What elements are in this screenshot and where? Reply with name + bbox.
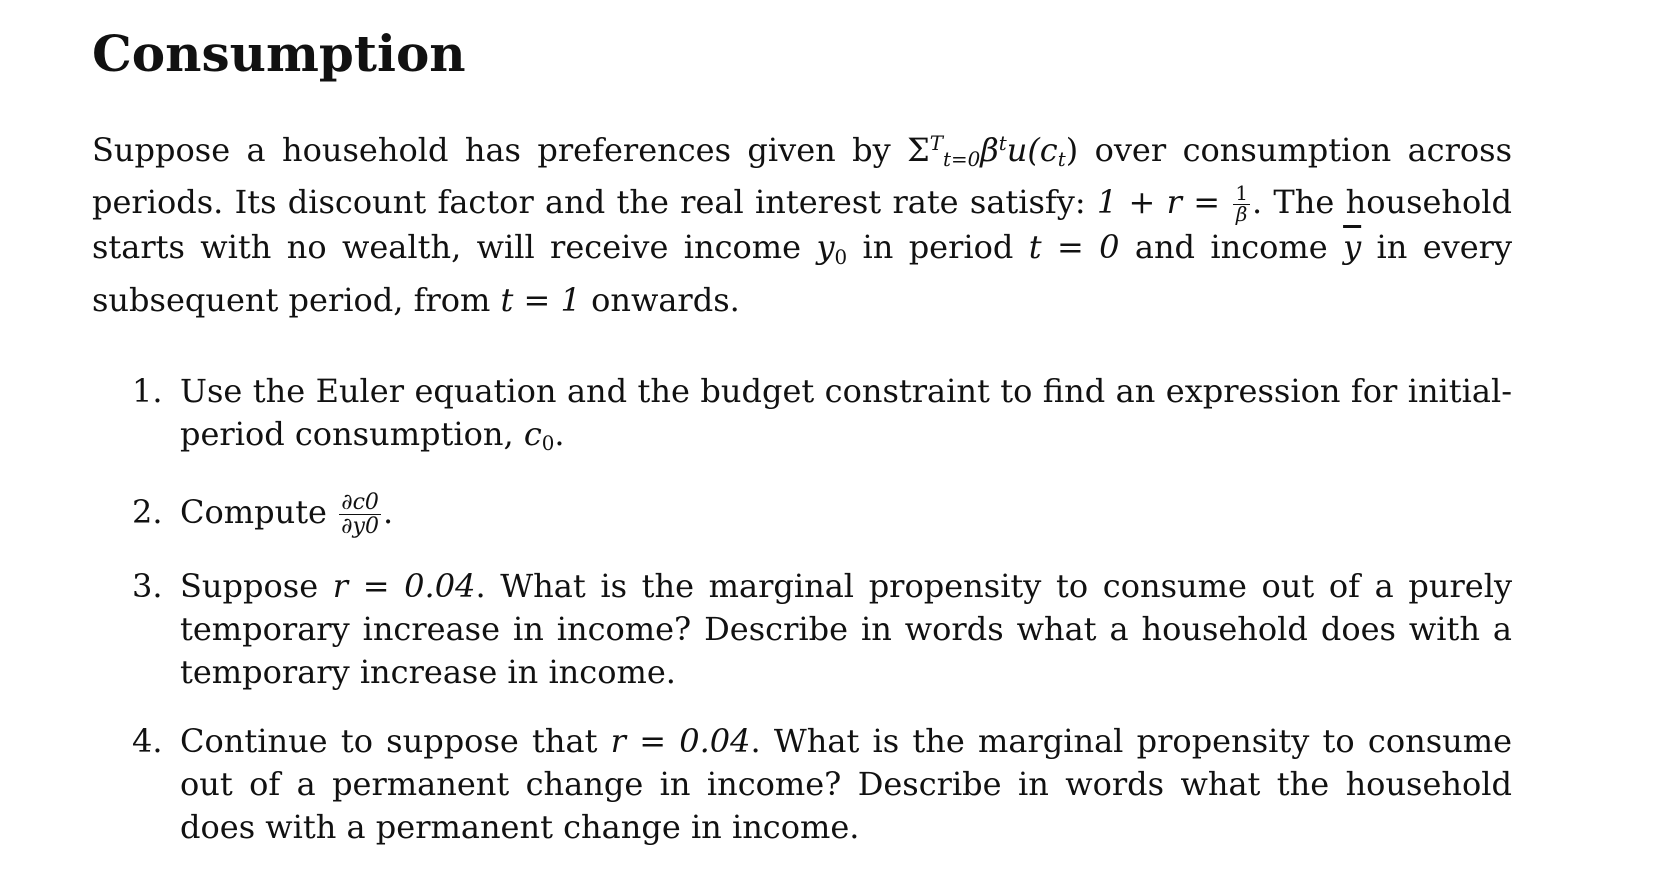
period-one-formula: t = 1 <box>500 280 581 319</box>
initial-income-symbol: $y_0$ <box>816 228 848 269</box>
question-text: Suppose <box>180 566 333 605</box>
question-text: Use the Euler equation and the budget constraint to find an expression for initial-period consumption, <box>180 371 1512 453</box>
question-text: Continue to suppose that <box>180 721 611 760</box>
intro-text: and income <box>1119 228 1344 267</box>
interest-rate-value: r = 0.04 <box>332 566 476 605</box>
derivative-fraction: $\frac{\partial c0}{\partial y0}$ <box>341 490 379 540</box>
preference-sum-formula: $\Sigma^T_{t=0}\beta^tu(c_t)$ <box>907 130 1079 172</box>
question-number: 4. <box>132 721 163 760</box>
intro-text: onwards. <box>580 280 740 319</box>
question-text: . <box>382 493 394 532</box>
initial-consumption-symbol: $c_0$ <box>523 414 555 456</box>
intro-paragraph <box>92 122 1512 322</box>
intro-text: . The household starts with no wealth, will receive income <box>92 183 1513 267</box>
list-item <box>92 720 1512 849</box>
intro-text: over consumption across periods. Its discount factor and the real interest rate satisfy: <box>92 130 1513 222</box>
question-number: 2. <box>132 493 163 532</box>
period-zero-formula: t = 0 <box>1028 228 1120 267</box>
question-text: . What is the marginal propensity to consume out of a purely temporary increase in income? Describe in words what a household does with a temporary increase in income. <box>180 566 1513 691</box>
steady-income-symbol: $\overline{y}$ <box>1343 228 1362 267</box>
question-number: 1. <box>132 371 163 410</box>
interest-rate-value: r = 0.04 <box>610 721 751 760</box>
question-list <box>92 370 1512 849</box>
question-text: Compute <box>180 493 338 532</box>
question-number: 3. <box>132 566 163 605</box>
intro-text: in period <box>847 228 1029 267</box>
question-text: . <box>554 414 565 453</box>
list-item <box>92 491 1512 538</box>
question-text: . What is the marginal propensity to consume out of a permanent change in income? Describe in words what the household does with a permanent change in income. <box>180 721 1513 846</box>
list-item <box>92 565 1512 694</box>
page-title: Consumption <box>92 24 466 83</box>
list-item <box>92 370 1512 466</box>
intro-text: Suppose a household has preferences given by <box>92 130 908 169</box>
document-page <box>92 24 1512 875</box>
interest-rate-formula: 1 + r = $\frac{1}{\beta}$ <box>1096 181 1248 227</box>
fraction-one-over-beta: $\frac{1}{\beta}$ <box>1235 181 1248 227</box>
intro-text: in every subsequent period, from <box>92 228 1513 319</box>
